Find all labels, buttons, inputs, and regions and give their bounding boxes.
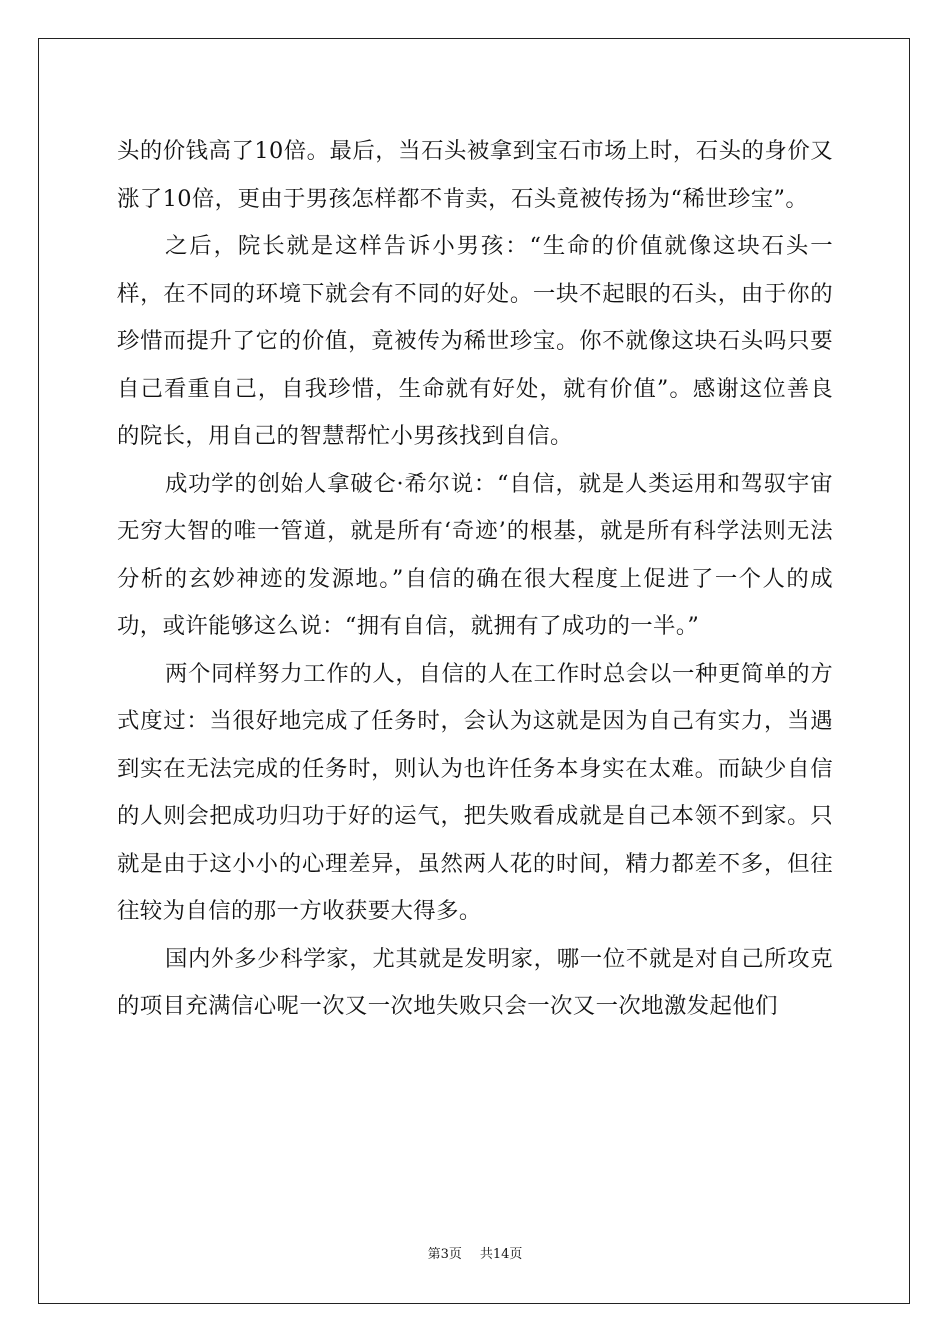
paragraph-2: 之后，院长就是这样告诉小男孩：“生命的价值就像这块石头一样，在不同的环境下就会有不同的好处。一块不起眼的石头，由于你的珍惜而提升了它的价值，竟被传为稀世珍宝。你不就像这块石头吗只要自己看重自己，自我珍惜，生命就有好处，就有价值”。感谢这位善良的院长，用自己的智慧帮忙小男孩找到自信。 — [117, 233, 833, 449]
paragraph-5: 国内外多少科学家，尤其就是发明家，哪一位不就是对自己所攻克的项目充满信心呢一次又一次地失败只会一次又一次地激发起他们 — [117, 945, 833, 1019]
page-number-total: 共14页 — [479, 1247, 523, 1262]
paragraph-3: 成功学的创始人拿破仑·希尔说：“自信，就是人类运用和驾驭宇宙无穷大智的唯一管道，就是所有‘奇迹’的根基，就是所有科学法则无法分析的玄妙神迹的发源地。”自信的确在很大程度上促进了一个人的成功，或许能够这么说：“拥有自信，就拥有了成功的一半。” — [117, 470, 833, 639]
paragraph-1: 头的价钱高了10倍。最后，当石头被拿到宝石市场上时，石头的身价又涨了10倍，更由于男孩怎样都不肯卖，石头竟被传扬为“稀世珍宝”。 — [117, 138, 833, 212]
page-footer — [0, 1243, 950, 1262]
document-body — [117, 128, 833, 1031]
page-number-current: 第3页 — [427, 1247, 462, 1262]
paragraph-4: 两个同样努力工作的人，自信的人在工作时总会以一种更简单的方式度过：当很好地完成了任务时，会认为这就是因为自己有实力，当遇到实在无法完成的任务时，则认为也许任务本身实在太难。而缺少自信的人则会把成功归功于好的运气，把失败看成就是自己本领不到家。只就是由于这小小的心理差异，虽然两人花的时间，精力都差不多，但往往较为自信的那一方收获要大得多。 — [117, 660, 833, 924]
